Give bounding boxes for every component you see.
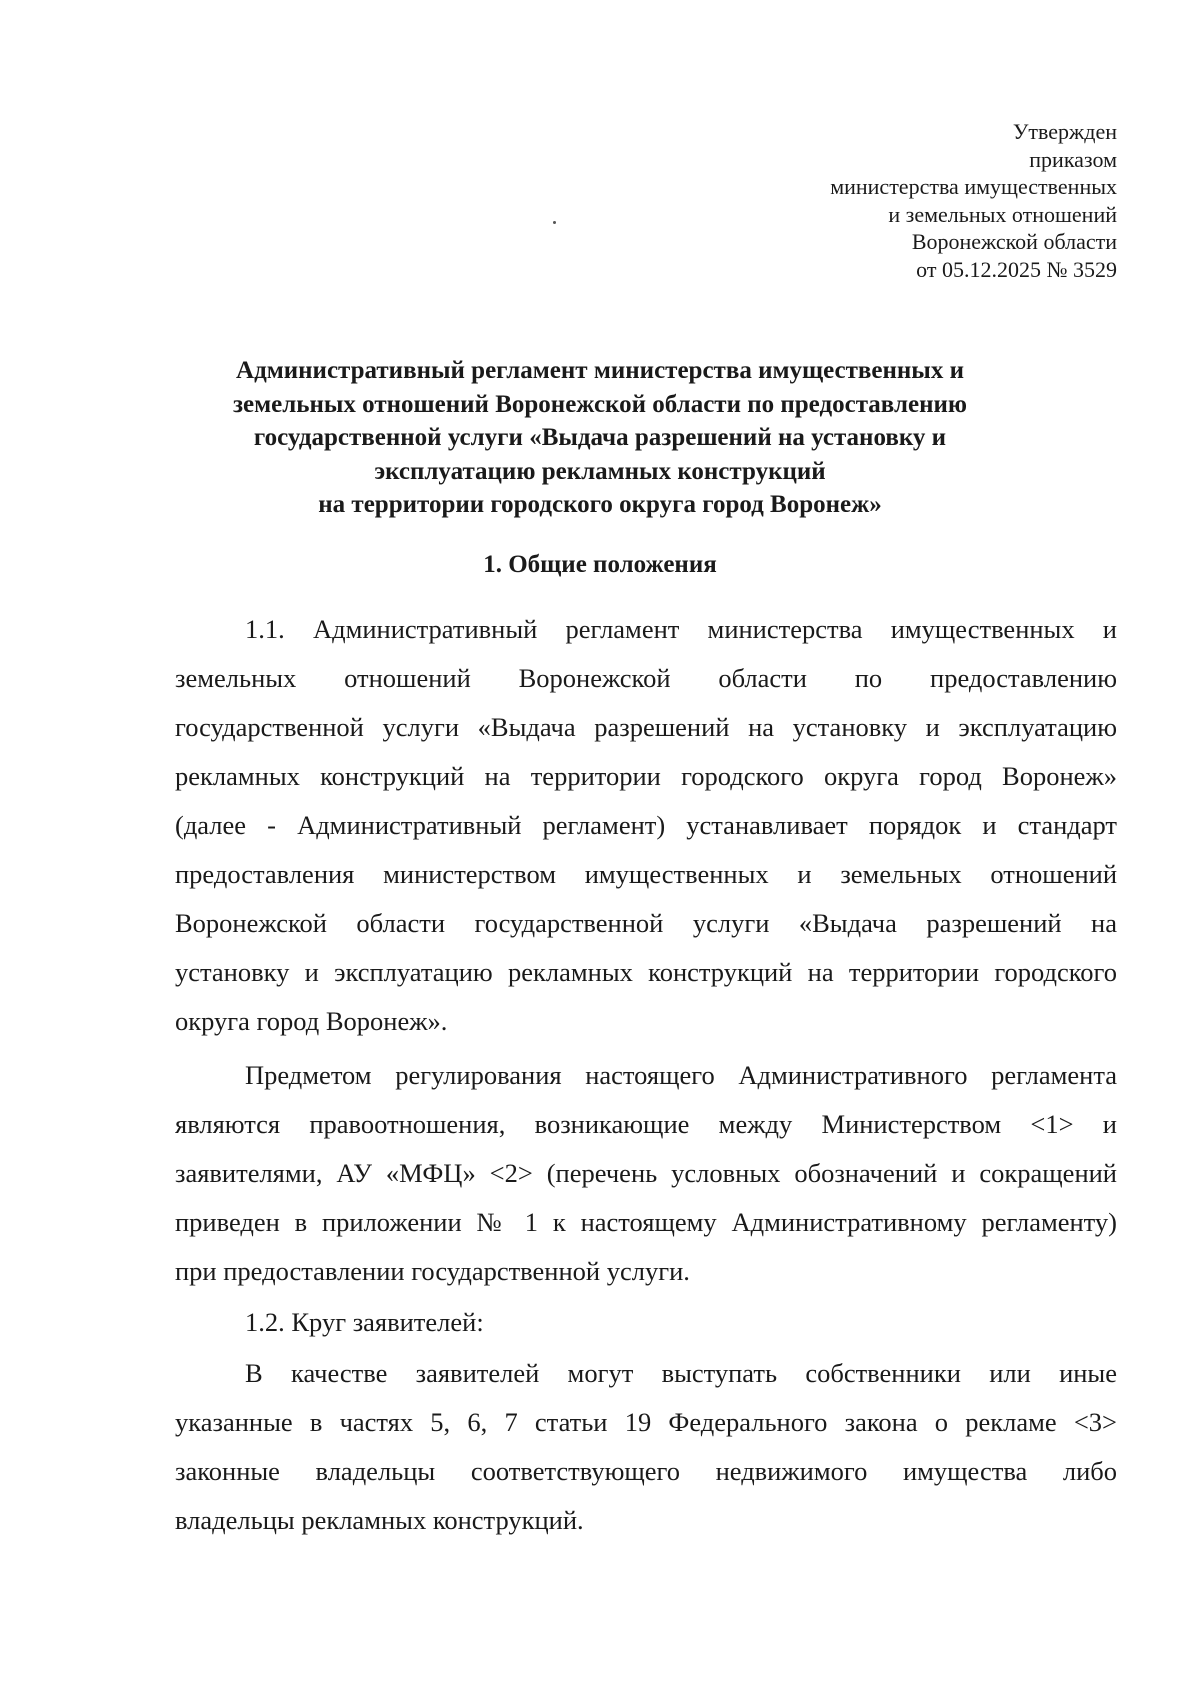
paragraph-line: при предоставлении государственной услуги. — [175, 1256, 690, 1286]
approval-line: и земельных отношений — [888, 201, 1117, 227]
title-line: эксплуатацию рекламных конструкций — [374, 457, 826, 485]
title-line: Административный регламент министерства имущественных и — [236, 357, 964, 384]
paragraph-line: указанные в частях 5, 6, 7 статьи 19 Федерального закона о рекламе <3> — [175, 1407, 1117, 1437]
paragraph-line: земельных отношений Воронежской области по предоставлению — [175, 663, 1117, 693]
paragraph-line: предоставления министерством имущественных и земельных отношений — [175, 859, 1117, 889]
approval-line: министерства имущественных — [830, 174, 1117, 199]
title-line: земельных отношений Воронежской области по предоставлению — [233, 390, 967, 418]
approval-block — [717, 118, 1117, 283]
section-heading: 1. Общие положения — [483, 551, 717, 578]
approval-line: Воронежской области — [911, 229, 1117, 254]
paragraph-line: Воронежской области государственной услуги «Выдача разрешений на — [175, 908, 1117, 938]
subsection-heading: 1.2. Круг заявителей: — [245, 1307, 484, 1337]
paragraph-line: (далее - Административный регламент) устанавливает порядок и стандарт — [175, 810, 1117, 840]
title-line: государственной услуги «Выдача разрешений на установку и — [253, 424, 947, 451]
document-title — [150, 354, 1050, 522]
title-line: на территории городского округа город Воронеж» — [318, 491, 882, 518]
approval-line: приказом — [1029, 146, 1117, 172]
approval-date-number: от 05.12.2025 № 3529 — [916, 256, 1117, 282]
paragraph-line: являются правоотношения, возникающие между Министерством <1> и — [175, 1109, 1117, 1139]
paragraph-line: округа город Воронеж». — [175, 1006, 448, 1036]
paragraph-line: приведен в приложении № 1 к настоящему Административному регламенту) — [175, 1207, 1117, 1237]
paragraph-line: В качестве заявителей могут выступать собственники или иные — [245, 1358, 1117, 1388]
paragraph-line: установку и эксплуатацию рекламных конструкций на территории городского — [175, 957, 1117, 987]
paragraph-line: владельцы рекламных конструкций. — [175, 1505, 584, 1535]
paragraph-line: 1.1. Административный регламент министерства имущественных и — [245, 614, 1117, 644]
paragraph-line: законные владельцы соответствующего недвижимого имущества либо — [175, 1456, 1117, 1486]
paragraph-line: государственной услуги «Выдача разрешений на установку и эксплуатацию — [175, 712, 1117, 742]
paragraph-line: заявителями, АУ «МФЦ» <2> (перечень условных обозначений и сокращений — [175, 1158, 1117, 1188]
paragraph-line: рекламных конструкций на территории городского округа город Воронеж» — [175, 761, 1117, 791]
paragraph-line: Предметом регулирования настоящего Административного регламента — [245, 1060, 1117, 1090]
scan-speck — [553, 221, 556, 224]
approval-line: Утвержден — [1012, 119, 1117, 144]
